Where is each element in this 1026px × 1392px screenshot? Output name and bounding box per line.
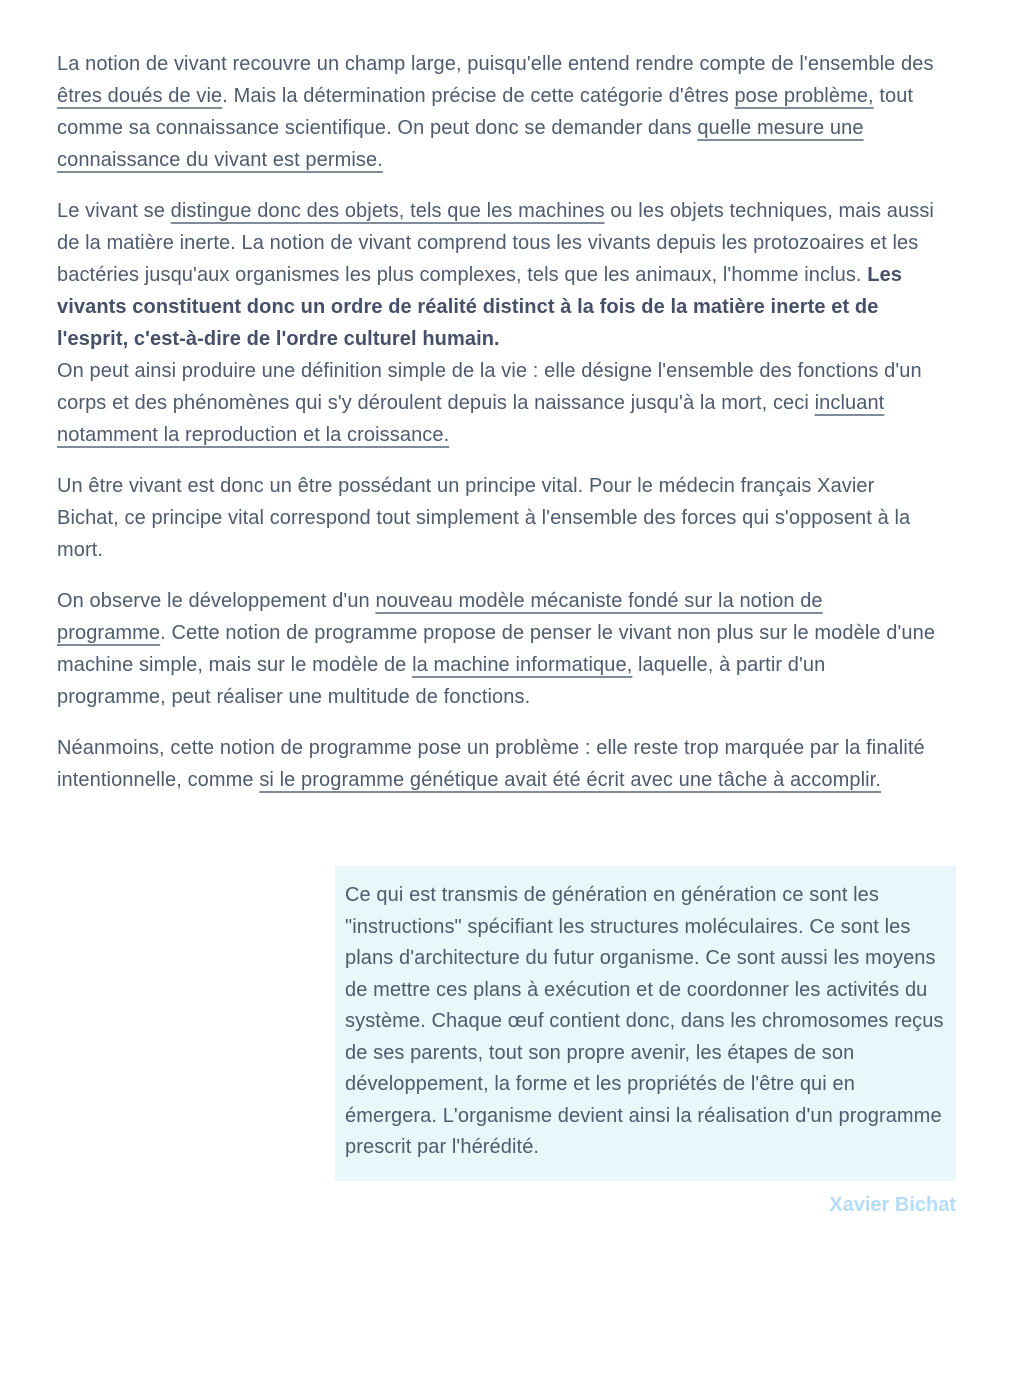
paragraph-4 [57,470,937,566]
text-run: La notion de vivant recouvre un champ large, puisqu'elle entend rendre compte de l'ensemble des [57,53,934,75]
text-run: laquelle, à partir d'un programme, peut réaliser une multitude de fonctions. [57,654,826,708]
underlined-text: êtres doués de vie [57,85,223,107]
text-run: Le vivant se [57,200,171,222]
quote-text: Ce qui est transmis de génération en génération ce sont les "instructions" spécifiant les structures moléculaires. Ce sont les plans d'architecture du futur organisme. Ce sont aussi les moyens de mettre ces plans à exécution et de coordonner les activités du système. Chaque œuf contient donc, dans les chromosomes reçus de ses parents, tout son propre avenir, les étapes de son développement, la forme et les propriétés de l'être qui en émergera. L'organisme devient ainsi la réalisation d'un programme prescrit par l'hérédité. [345,884,944,1158]
paragraph-2 [57,195,937,355]
text-run: Un être vivant est donc un être possédant un principe vital. Pour le médecin français Xavier Bichat, ce principe vital correspond tout simplement à l'ensemble des forces qui s'opposent à la mort. [57,475,911,561]
paragraph-1 [57,48,937,176]
bold-text: Les vivants constituent donc un ordre de réalité distinct à la fois de la matière inerte et de l'esprit, c'est-à-dire de l'ordre culturel humain. [57,264,903,350]
text-run: . Cette notion de programme propose de penser le vivant non plus sur le modèle d'une machine simple, mais sur le modèle de [57,622,936,676]
text-run: . Mais la détermination précise de cette catégorie d'êtres [222,85,735,107]
text-run: Néanmoins, cette notion de programme pose un problème : elle reste trop marquée par la finalité intentionnelle, comme [57,737,925,791]
underlined-text: quelle mesure une connaissance du vivant est permise. [57,117,864,171]
text-run: ou les objets techniques, mais aussi de la matière inerte. La notion de vivant comprend tous les vivants depuis les protozoaires et les bactéries jusqu'aux organismes les plus complexes, tels que les animaux, l'homme inclus. [57,200,934,286]
underlined-text: nouveau modèle mécaniste fondé sur la notion de programme [57,590,823,644]
text-run: On observe le développement d'un [57,590,376,612]
text-run: tout comme sa connaissance scientifique. On peut donc se demander dans [57,85,914,139]
paragraph-6-clipped [57,732,937,796]
paragraph-3 [57,355,937,451]
underlined-text: si le programme génétique avait été écrit avec une tâche à accomplir. [259,769,881,791]
underlined-text: distingue donc des objets, tels que les machines [170,200,605,222]
underlined-text: pose problème, [734,85,874,107]
underlined-text: incluant notamment la reproduction et la croissance. [57,392,885,446]
text-run: On peut ainsi produire une définition simple de la vie : elle désigne l'ensemble des fonctions d'un corps et des phénomènes qui s'y déroulent depuis la naissance jusqu'à la mort, ceci [57,360,922,414]
underlined-text: la machine informatique, [412,654,633,676]
quote-attribution: Xavier Bichat [829,1193,956,1216]
paragraph-5 [57,585,937,713]
quote-box [335,866,956,1181]
